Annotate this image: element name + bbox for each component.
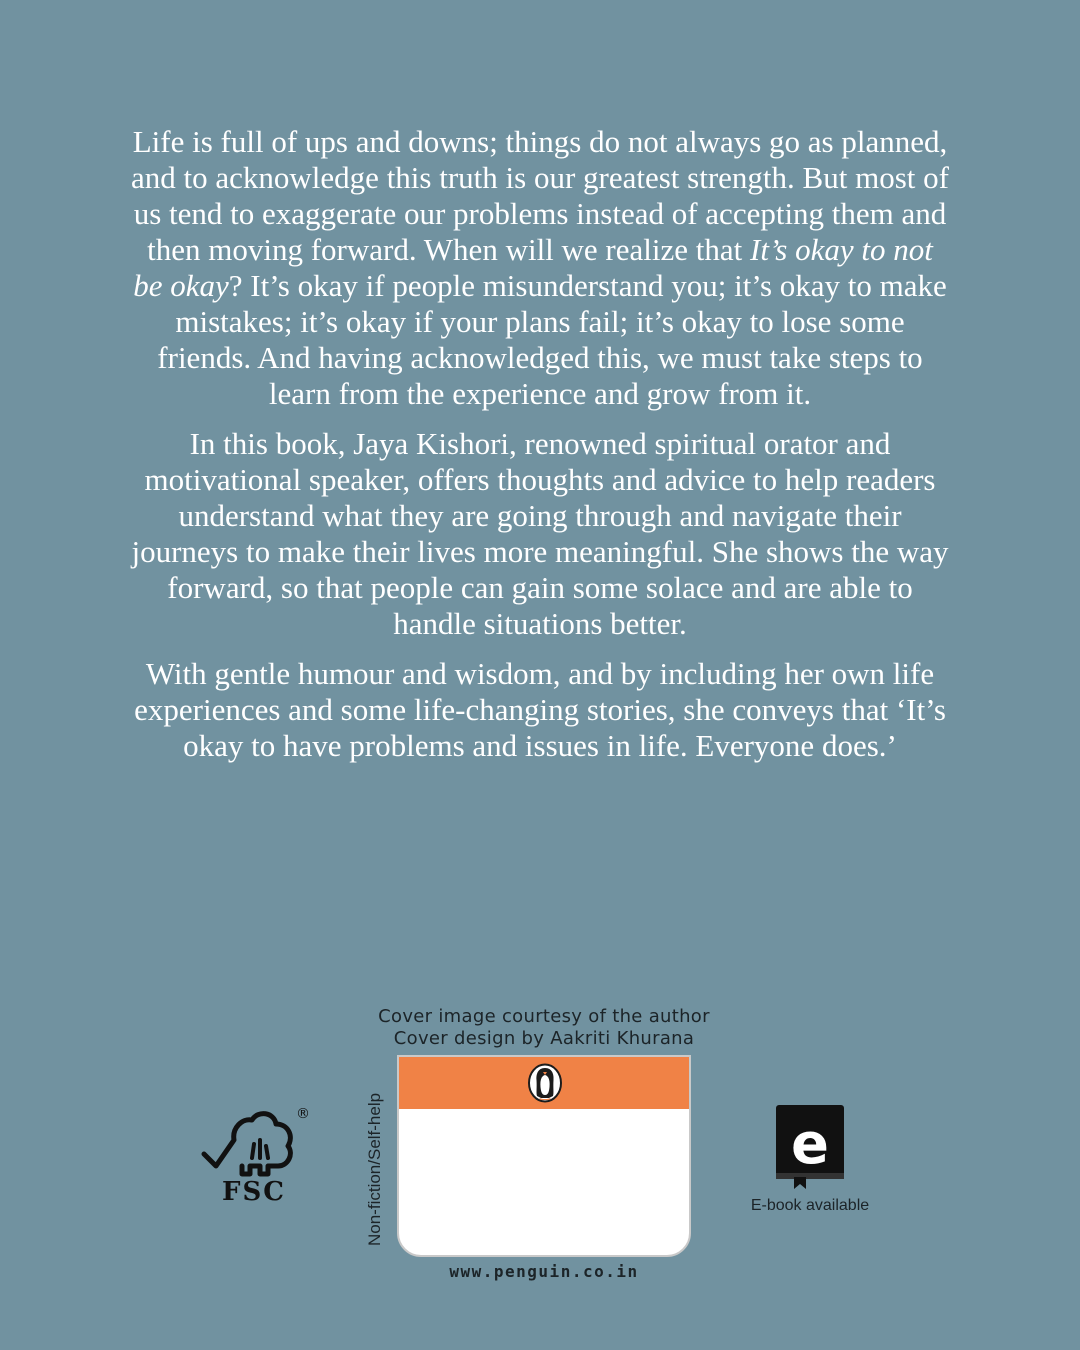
genre-label: Non-fiction/Self-help [365, 1092, 384, 1246]
penguin-logo-icon [527, 1063, 563, 1103]
cover-image-credit: Cover image courtesy of the author [378, 1006, 710, 1027]
blurb-p1-start: Life is full of ups and downs; things do not always go as planned, and to acknowledge this truth is our greatest strength. But most of us tend to exaggerate our problems instead of accepting them and then moving forward. When will we realize that [131, 124, 949, 267]
ebook-badge [730, 1103, 890, 1215]
fsc-logo [198, 1100, 310, 1210]
barcode-area [397, 1055, 691, 1257]
cover-credits [330, 1006, 758, 1050]
blurb-paragraph-1 [130, 124, 950, 412]
blurb-paragraph-2: In this book, Jaya Kishori, renowned spiritual orator and motivational speaker, offers thoughts and advice to help readers understand what they are going through and navigate their journeys to make their lives more meaningful. She shows the way forward, so that people can gain some solace and are able to handle situations better. [131, 426, 949, 641]
blurb-paragraph-3: With gentle humour and wisdom, and by including her own life experiences and some life-changing stories, she conveys that ‘It’s okay to have problems and issues in life. Everyone does.’ [134, 656, 946, 763]
ebook-icon [772, 1103, 848, 1189]
blurb-p1-title-italic: It’s okay to not be okay [133, 232, 933, 303]
back-cover-blurb [130, 124, 950, 778]
blurb-p1-end: ? It’s okay if people misunderstand you; it’s okay to make mistakes; it’s okay if your plans fail; it’s okay to lose some friends. And having acknowledged this, we must take steps to learn from the experience and grow from it. [157, 268, 947, 411]
fsc-registered-mark: ® [296, 1106, 310, 1122]
fsc-tree-icon [198, 1100, 310, 1210]
publisher-website: www.penguin.co.in [449, 1262, 639, 1281]
cover-design-credit: Cover design by Aakriti Khurana [393, 1028, 695, 1049]
fsc-label: FSC [222, 1177, 286, 1207]
ebook-label: E-book available [750, 1197, 870, 1214]
ebook-letter: e [791, 1112, 829, 1177]
